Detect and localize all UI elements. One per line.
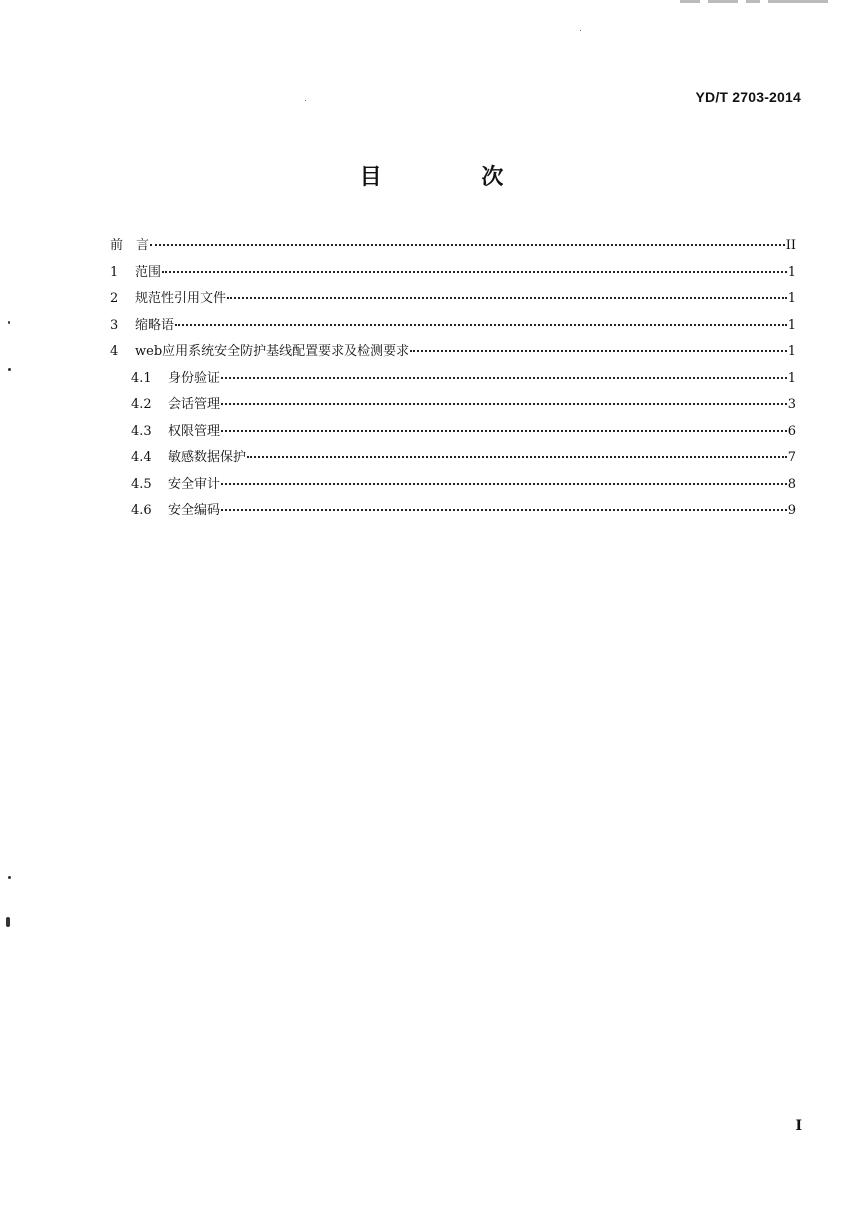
toc-entry-page: 1 [787,264,796,280]
toc-entry-label: 规范性引用文件 [135,291,227,306]
toc-entry-page: 7 [787,450,796,465]
toc-entry-number: 4.4 [131,450,152,465]
toc-entry-number: 4.1 [131,370,152,386]
toc-entry-number: 4.5 [131,476,152,492]
toc-entry-4-6[interactable] [110,498,796,525]
dot-leader [221,363,787,379]
toc-entry-label: 安全编码 [168,503,221,518]
document-code: YD/T 2703-2014 [695,89,801,105]
dot-leader [162,257,787,273]
toc-entry-number: 4.6 [131,503,152,518]
dot-leader [150,230,785,246]
dot-leader [221,469,787,485]
toc-title: 目 次 [359,165,550,190]
dot-leader [247,442,787,458]
scan-speck [580,30,581,31]
page-number: I [795,1118,802,1134]
toc-entry-page: 1 [787,370,796,386]
dot-leader [221,416,787,432]
dot-leader [175,310,787,326]
toc-entry-number: 4.2 [131,397,152,412]
dot-leader [221,389,787,405]
toc-entry-number: 2 [110,291,119,306]
scan-artifact-band [680,0,863,5]
toc-entry-label: 敏感数据保护 [168,450,247,465]
dot-leader [221,495,787,511]
toc-entry-page: 1 [787,317,796,333]
scan-speck [305,100,306,101]
dot-leader [227,283,787,299]
toc-entry-page: 1 [787,291,796,306]
toc-entry-page: 1 [787,344,796,359]
toc-entry-page: 9 [787,503,796,518]
table-of-contents [110,233,796,525]
toc-entry-label: 范围 [135,264,162,280]
toc-entry-number: 4.3 [131,423,152,439]
scan-speck [6,917,10,927]
toc-entry-label: 前 言 [110,238,150,253]
toc-entry-label: 缩略语 [135,317,175,333]
toc-entry-page: 8 [787,476,796,492]
toc-entry-label: 权限管理 [168,423,221,439]
toc-entry-label: web应用系统安全防护基线配置要求及检测要求 [135,344,410,359]
toc-entry-label: 会话管理 [168,397,221,412]
toc-entry-number: 1 [110,264,119,280]
toc-entry-number: 4 [110,344,119,359]
toc-entry-number: 3 [110,317,119,333]
dot-leader [410,336,787,352]
toc-entry-label: 安全审计 [168,476,221,492]
toc-entry-page: 3 [787,397,796,412]
scan-speck [8,876,11,879]
scan-speck [8,321,10,324]
toc-entry-page: 6 [787,423,796,439]
toc-entry-page: II [785,238,796,253]
toc-entry-label: 身份验证 [168,370,221,386]
scan-speck [8,368,11,371]
